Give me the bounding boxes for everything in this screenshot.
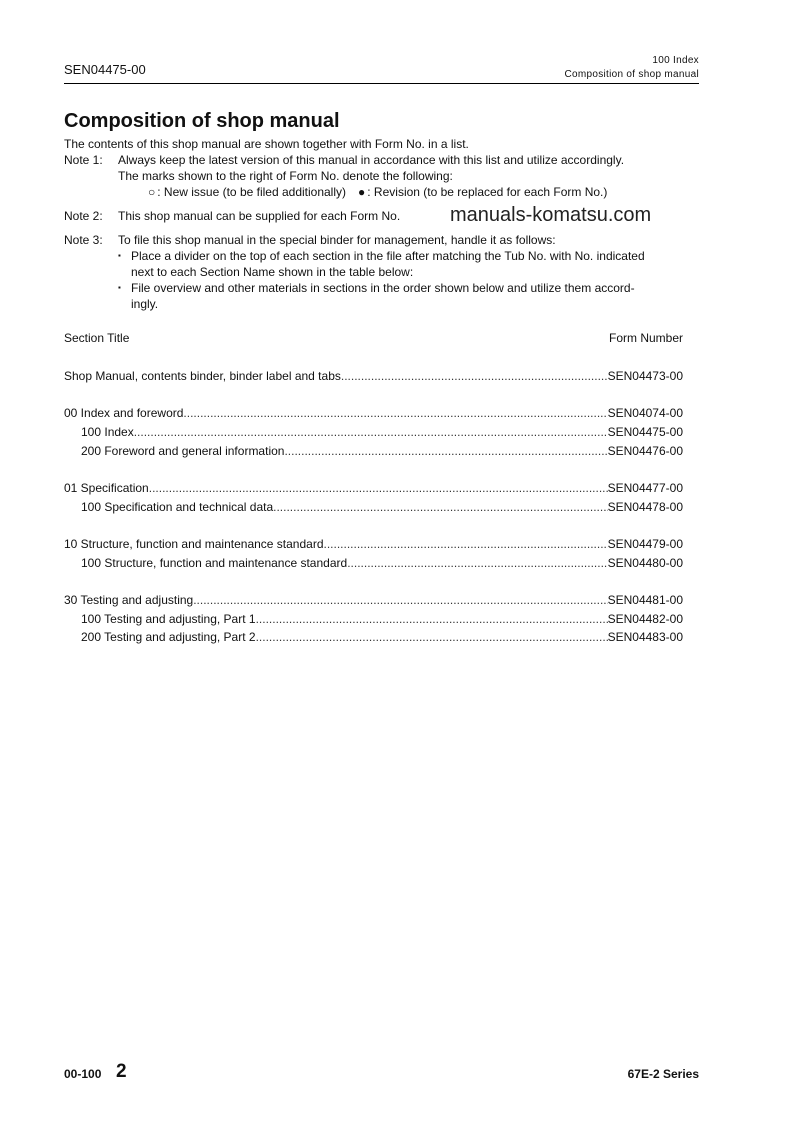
- form-number: SEN04074-00: [607, 406, 683, 420]
- footer-page-number: 2: [116, 1061, 127, 1082]
- form-number: SEN04482-00: [607, 612, 683, 626]
- table-row: [64, 630, 683, 646]
- new-issue-icon: ○: [148, 185, 156, 199]
- section-title: 100 Structure, function and maintenance standard: [81, 556, 348, 570]
- revision-icon: ●: [358, 185, 366, 199]
- table-row: [64, 593, 683, 609]
- header-rule: [64, 83, 699, 84]
- note2-text: This shop manual can be supplied for each Form No.: [118, 209, 401, 223]
- revision-text: : Revision (to be replaced for each Form No.): [367, 185, 608, 199]
- table-row: [64, 425, 683, 441]
- form-number: SEN04475-00: [607, 425, 683, 439]
- footer-page-code: 00-100: [64, 1067, 102, 1081]
- note3-label: Note 3:: [64, 233, 103, 247]
- note1-label: Note 1:: [64, 153, 103, 167]
- bullet1-line2: next to each Section Name shown in the table below:: [131, 265, 414, 279]
- page-title: Composition of shop manual: [64, 110, 340, 132]
- form-number: SEN04476-00: [607, 444, 683, 458]
- form-number: SEN04480-00: [607, 556, 683, 570]
- section-title: 01 Specification: [64, 481, 149, 495]
- table-row: [64, 537, 683, 553]
- note2-label: Note 2:: [64, 209, 103, 223]
- new-issue-text: : New issue (to be filed additionally): [157, 185, 347, 199]
- header-subtitle: Composition of shop manual: [564, 69, 699, 80]
- section-title: 00 Index and foreword: [64, 406, 184, 420]
- note1-text2: The marks shown to the right of Form No. denote the following:: [118, 169, 453, 183]
- section-title: 30 Testing and adjusting: [64, 593, 194, 607]
- footer-series: 67E-2 Series: [627, 1067, 699, 1081]
- bullet2-line1: File overview and other materials in sections in the order shown below and utilize them accord-: [131, 281, 635, 295]
- bullet2-line2: ingly.: [131, 297, 159, 311]
- column-header-section: Section Title: [64, 331, 130, 345]
- section-title: 200 Testing and adjusting, Part 2: [81, 630, 256, 644]
- table-row: [64, 556, 683, 572]
- table-row: [64, 406, 683, 422]
- section-title: 100 Specification and technical data: [81, 500, 274, 514]
- header-section: 100 Index: [652, 55, 699, 66]
- note1-text: Always keep the latest version of this manual in accordance with this list and utilize accordingly.: [118, 153, 625, 167]
- form-number: SEN04479-00: [607, 537, 683, 551]
- marks-legend: [148, 185, 607, 199]
- section-title: 100 Index: [81, 425, 134, 439]
- bullet-icon: ▪: [118, 251, 121, 260]
- table-row: [64, 612, 683, 628]
- header-doc-id: SEN04475-00: [64, 62, 146, 77]
- table-row: [64, 500, 683, 516]
- note3-text: To file this shop manual in the special binder for management, handle it as follows:: [118, 233, 556, 247]
- form-number: SEN04481-00: [607, 593, 683, 607]
- intro-text: The contents of this shop manual are shown together with Form No. in a list.: [64, 137, 469, 151]
- table-row: [64, 444, 683, 460]
- section-title: Shop Manual, contents binder, binder label and tabs: [64, 369, 341, 383]
- section-title: 100 Testing and adjusting, Part 1: [81, 612, 256, 626]
- section-title: 10 Structure, function and maintenance standard: [64, 537, 324, 551]
- bullet-icon: ▪: [118, 283, 121, 292]
- table-row: [64, 481, 683, 497]
- form-number: SEN04473-00: [607, 369, 683, 383]
- table-row: [64, 369, 683, 385]
- column-header-form: Form Number: [608, 331, 683, 345]
- form-number: SEN04478-00: [607, 500, 683, 514]
- form-number: SEN04483-00: [607, 630, 683, 644]
- watermark: manuals-komatsu.com: [450, 204, 652, 226]
- bullet1-line1: Place a divider on the top of each section in the file after matching the Tub No. with No. indicated: [131, 249, 645, 263]
- section-title: 200 Foreword and general information: [81, 444, 285, 458]
- form-number: SEN04477-00: [607, 481, 683, 495]
